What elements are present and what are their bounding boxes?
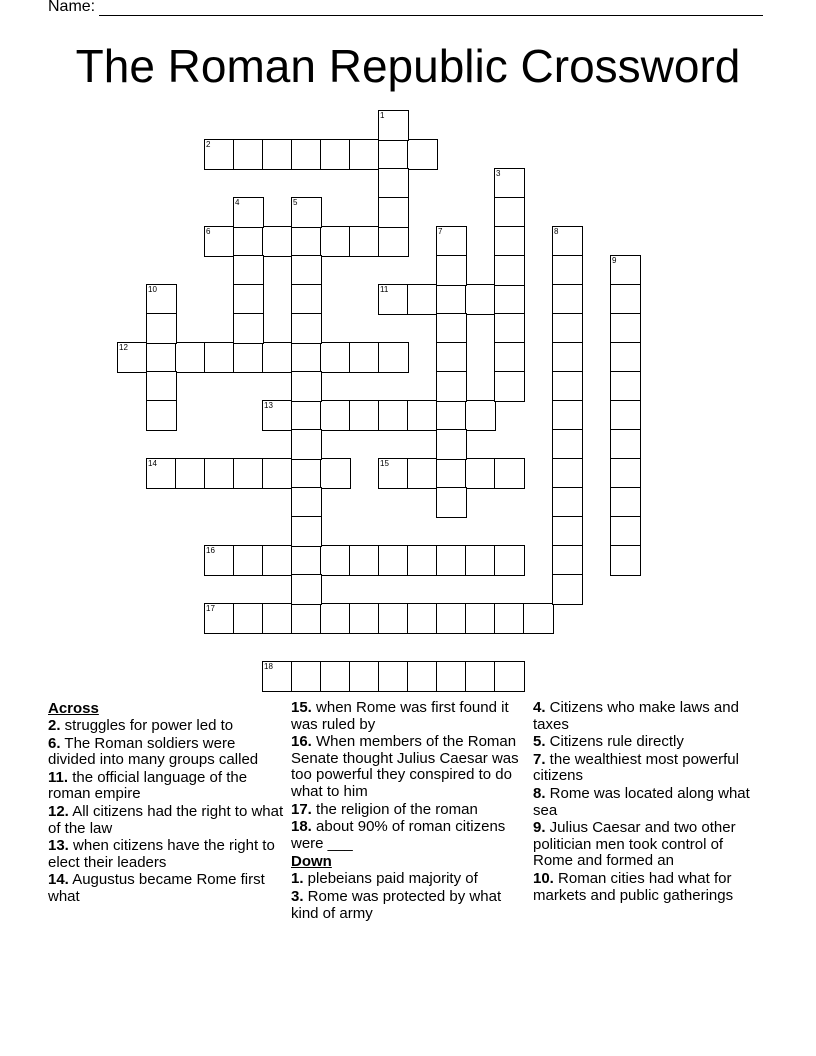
down-heading: Down <box>291 853 332 871</box>
grid-cell[interactable] <box>146 400 177 431</box>
clue-number-10: 10 <box>148 285 157 294</box>
grid-cell[interactable] <box>262 458 293 489</box>
clue-text: All citizens had the right to what of the law <box>48 802 284 837</box>
clue-number-1: 1 <box>380 111 385 120</box>
down-clue <box>533 820 759 870</box>
grid-cell[interactable] <box>291 313 322 344</box>
grid-cell[interactable] <box>494 226 525 257</box>
clue-number: 11. <box>48 768 69 786</box>
grid-cell[interactable] <box>262 603 293 634</box>
grid-cell[interactable] <box>262 342 293 373</box>
grid-cell[interactable] <box>436 371 467 402</box>
grid-cell[interactable] <box>291 284 322 315</box>
grid-cell[interactable] <box>291 371 322 402</box>
grid-cell[interactable] <box>494 458 525 489</box>
grid-cell[interactable] <box>610 545 641 576</box>
grid-cell[interactable] <box>494 313 525 344</box>
across-clue <box>48 770 286 803</box>
down-clue <box>533 734 759 751</box>
down-clue <box>533 752 759 785</box>
grid-cell[interactable] <box>233 545 264 576</box>
grid-cell[interactable] <box>610 284 641 315</box>
clue-number-7: 7 <box>438 227 443 236</box>
clue-number: 3. <box>291 887 304 905</box>
clue-text: Citizens rule directly <box>545 733 684 751</box>
clue-number-3: 3 <box>496 169 501 178</box>
grid-cell[interactable] <box>291 545 322 576</box>
grid-cell[interactable] <box>320 400 351 431</box>
clue-text: the official language of the roman empire <box>48 768 248 803</box>
clue-text: The Roman soldiers were divided into many groups called <box>48 734 259 769</box>
across-clue <box>48 804 286 837</box>
grid-cell[interactable] <box>436 603 467 634</box>
grid-cell[interactable] <box>552 516 583 547</box>
clue-number: 7. <box>533 750 546 768</box>
grid-cell[interactable] <box>378 603 409 634</box>
clue-number-5: 5 <box>293 198 298 207</box>
clue-text: Augustus became Rome first what <box>48 871 265 905</box>
grid-cell[interactable] <box>407 603 438 634</box>
clue-text: When members of the Roman Senate thought Julius Caesar was too powerful they conspired to do what to him <box>291 733 519 800</box>
down-clue <box>291 871 529 888</box>
clue-number: 16. <box>291 733 312 751</box>
grid-cell[interactable] <box>494 342 525 373</box>
clue-number: 12. <box>48 802 69 820</box>
clue-text: when Rome was first found it was ruled by <box>291 699 509 733</box>
grid-cell[interactable] <box>233 255 264 286</box>
grid-cell[interactable] <box>175 342 206 373</box>
grid-cell[interactable] <box>262 226 293 257</box>
grid-cell[interactable] <box>494 603 525 634</box>
grid-cell[interactable] <box>378 545 409 576</box>
clue-number: 15. <box>291 699 312 716</box>
name-label: Name: <box>48 0 96 15</box>
grid-cell[interactable] <box>204 458 235 489</box>
grid-cell[interactable] <box>320 545 351 576</box>
clue-text: about 90% of roman citizens were ___ <box>291 818 506 852</box>
grid-cell[interactable] <box>349 603 380 634</box>
grid-cell[interactable] <box>436 429 467 460</box>
across-heading: Across <box>48 700 99 717</box>
grid-cell[interactable] <box>494 545 525 576</box>
grid-cell[interactable] <box>436 313 467 344</box>
down-clue <box>533 700 759 733</box>
grid-cell[interactable] <box>610 487 641 518</box>
clue-number-18: 18 <box>264 662 273 671</box>
clue-number: 10. <box>533 869 554 887</box>
grid-cell[interactable] <box>233 313 264 344</box>
grid-cell[interactable] <box>465 284 496 315</box>
clue-number: 9. <box>533 819 546 837</box>
grid-cell[interactable] <box>494 197 525 228</box>
grid-cell[interactable] <box>436 342 467 373</box>
clue-number-11: 11 <box>380 285 389 294</box>
grid-cell[interactable] <box>552 574 583 605</box>
clue-number: 2. <box>48 717 61 734</box>
grid-cell[interactable] <box>320 603 351 634</box>
grid-cell[interactable] <box>436 255 467 286</box>
clue-text: plebeians paid majority of <box>303 870 478 888</box>
grid-cell[interactable] <box>378 168 409 199</box>
grid-cell[interactable] <box>262 139 293 170</box>
grid-cell[interactable] <box>204 342 235 373</box>
grid-cell[interactable] <box>436 458 467 489</box>
clue-text: the religion of the roman <box>311 800 478 818</box>
grid-cell[interactable] <box>349 400 380 431</box>
grid-cell[interactable] <box>262 545 293 576</box>
grid-cell[interactable] <box>407 400 438 431</box>
grid-cell[interactable] <box>146 313 177 344</box>
clues-column-1 <box>48 700 286 907</box>
across-clue <box>48 838 286 871</box>
clue-number: 18. <box>291 818 312 836</box>
grid-cell[interactable] <box>378 400 409 431</box>
clue-text: Roman cities had what for markets and public gatherings <box>533 869 734 904</box>
grid-cell[interactable] <box>494 255 525 286</box>
grid-cell[interactable] <box>233 603 264 634</box>
clue-number-13: 13 <box>264 401 273 410</box>
clue-number-12: 12 <box>119 343 128 352</box>
grid-cell[interactable] <box>378 661 409 692</box>
grid-cell[interactable] <box>349 226 380 257</box>
grid-cell[interactable] <box>291 661 322 692</box>
grid-cell[interactable] <box>349 545 380 576</box>
grid-cell[interactable] <box>610 429 641 460</box>
clue-text: Rome was located along what sea <box>533 784 750 819</box>
clue-number-16: 16 <box>206 546 215 555</box>
grid-cell[interactable] <box>523 603 554 634</box>
clue-number-2: 2 <box>206 140 211 149</box>
grid-cell[interactable] <box>407 661 438 692</box>
grid-cell[interactable] <box>233 458 264 489</box>
grid-cell[interactable] <box>552 545 583 576</box>
down-clue <box>291 889 529 922</box>
clue-number-8: 8 <box>554 227 559 236</box>
grid-cell[interactable] <box>552 458 583 489</box>
grid-cell[interactable] <box>291 516 322 547</box>
grid-cell[interactable] <box>436 487 467 518</box>
clue-number-4: 4 <box>235 198 240 207</box>
across-clue <box>48 736 286 769</box>
grid-cell[interactable] <box>436 545 467 576</box>
grid-cell[interactable] <box>407 284 438 315</box>
clue-number-15: 15 <box>380 459 389 468</box>
grid-cell[interactable] <box>610 371 641 402</box>
grid-cell[interactable] <box>291 255 322 286</box>
grid-cell[interactable] <box>320 226 351 257</box>
grid-cell[interactable] <box>552 313 583 344</box>
grid-cell[interactable] <box>552 371 583 402</box>
grid-cell[interactable] <box>407 545 438 576</box>
grid-cell[interactable] <box>465 603 496 634</box>
grid-cell[interactable] <box>291 139 322 170</box>
grid-cell[interactable] <box>552 342 583 373</box>
clue-number: 4. <box>533 699 546 716</box>
clue-text: when citizens have the right to elect their leaders <box>48 837 275 871</box>
grid-cell[interactable] <box>552 255 583 286</box>
clue-number-6: 6 <box>206 227 211 236</box>
grid-cell[interactable] <box>407 139 438 170</box>
grid-cell[interactable] <box>291 487 322 518</box>
down-clue <box>533 871 759 904</box>
across-clue <box>48 872 286 905</box>
page-title: The Roman Republic Crossword <box>75 40 741 92</box>
clue-text: Citizens who make laws and taxes <box>533 699 739 733</box>
grid-cell[interactable] <box>233 139 264 170</box>
grid-cell[interactable] <box>320 458 351 489</box>
clues-column-3 <box>533 700 759 905</box>
grid-cell[interactable] <box>552 429 583 460</box>
grid-cell[interactable] <box>378 197 409 228</box>
clue-text: the wealthiest most powerful citizens <box>533 750 739 785</box>
grid-cell[interactable] <box>291 574 322 605</box>
clue-number: 1. <box>291 870 304 888</box>
grid-cell[interactable] <box>349 139 380 170</box>
grid-cell[interactable] <box>320 661 351 692</box>
clue-number: 8. <box>533 784 546 802</box>
clue-text: Julius Caesar and two other politician men took control of Rome and formed an <box>533 819 736 870</box>
clue-number: 13. <box>48 837 69 855</box>
clue-number: 17. <box>291 800 312 818</box>
clue-number: 14. <box>48 871 69 889</box>
grid-cell[interactable] <box>610 516 641 547</box>
clue-number: 6. <box>48 734 61 752</box>
grid-cell[interactable] <box>465 661 496 692</box>
grid-cell[interactable] <box>436 661 467 692</box>
grid-cell[interactable] <box>291 342 322 373</box>
grid-cell[interactable] <box>291 400 322 431</box>
grid-cell[interactable] <box>291 458 322 489</box>
grid-cell[interactable] <box>233 226 264 257</box>
grid-cell[interactable] <box>494 284 525 315</box>
grid-cell[interactable] <box>465 545 496 576</box>
grid-cell[interactable] <box>320 342 351 373</box>
clue-number-17: 17 <box>206 604 215 613</box>
clue-number: 5. <box>533 733 546 751</box>
grid-cell[interactable] <box>436 284 467 315</box>
grid-cell[interactable] <box>610 342 641 373</box>
grid-cell[interactable] <box>320 139 351 170</box>
clue-text: Rome was protected by what kind of army <box>291 887 502 922</box>
grid-cell[interactable] <box>378 139 409 170</box>
grid-cell[interactable] <box>233 284 264 315</box>
grid-cell[interactable] <box>465 458 496 489</box>
grid-cell[interactable] <box>349 661 380 692</box>
grid-cell[interactable] <box>494 371 525 402</box>
grid-cell[interactable] <box>465 400 496 431</box>
grid-cell[interactable] <box>436 400 467 431</box>
grid-cell[interactable] <box>233 342 264 373</box>
down-clue <box>533 786 759 819</box>
grid-cell[interactable] <box>291 429 322 460</box>
grid-cell[interactable] <box>552 400 583 431</box>
clue-number-14: 14 <box>148 459 157 468</box>
grid-cell[interactable] <box>175 458 206 489</box>
grid-cell[interactable] <box>407 458 438 489</box>
grid-cell[interactable] <box>291 226 322 257</box>
grid-cell[interactable] <box>146 342 177 373</box>
across-clue <box>291 734 529 800</box>
clue-text: struggles for power led to <box>60 717 234 734</box>
grid-cell[interactable] <box>378 226 409 257</box>
grid-cell[interactable] <box>291 603 322 634</box>
grid-cell[interactable] <box>552 284 583 315</box>
across-clue <box>291 700 529 733</box>
grid-cell[interactable] <box>494 661 525 692</box>
clues-column-2 <box>291 700 529 923</box>
grid-cell[interactable] <box>146 371 177 402</box>
grid-cell[interactable] <box>349 342 380 373</box>
clue-number-9: 9 <box>612 256 617 265</box>
grid-cell[interactable] <box>610 458 641 489</box>
across-clue <box>291 802 529 819</box>
grid-cell[interactable] <box>378 342 409 373</box>
across-clue <box>291 819 529 852</box>
across-clue <box>48 718 286 735</box>
grid-cell[interactable] <box>610 313 641 344</box>
grid-cell[interactable] <box>610 400 641 431</box>
grid-cell[interactable] <box>552 487 583 518</box>
